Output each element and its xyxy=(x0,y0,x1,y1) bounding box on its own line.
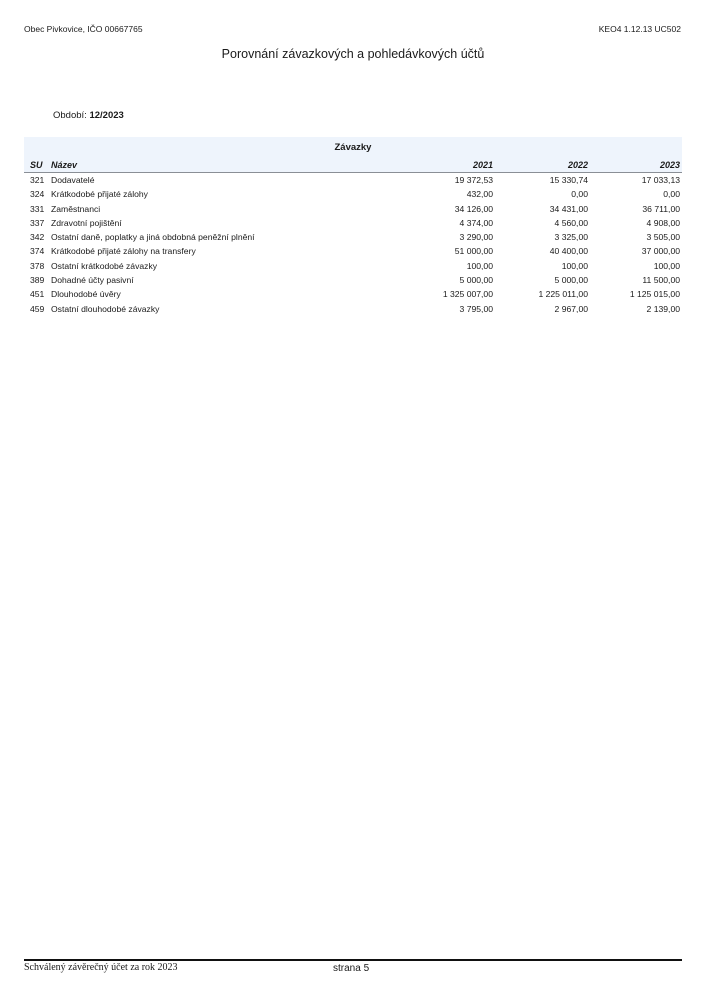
table-row xyxy=(24,230,682,244)
cell-2021: 3 290,00 xyxy=(459,232,493,243)
cell-name: Zdravotní pojištění xyxy=(51,217,122,228)
cell-su: 324 xyxy=(30,189,45,200)
table-row xyxy=(24,187,682,201)
period xyxy=(53,110,124,121)
cell-2021: 3 795,00 xyxy=(459,303,493,314)
cell-2022: 2 967,00 xyxy=(554,303,588,314)
cell-2021: 100,00 xyxy=(466,260,493,271)
cell-name: Zaměstnanci xyxy=(51,203,101,214)
table-row xyxy=(24,202,682,216)
table-row xyxy=(24,259,682,273)
cell-2023: 1 125 015,00 xyxy=(629,289,680,300)
cell-2021: 34 126,00 xyxy=(454,203,493,214)
cell-su: 451 xyxy=(30,289,45,300)
period-label: Období: xyxy=(53,110,87,121)
cell-2023: 17 033,13 xyxy=(641,175,680,185)
table-row xyxy=(24,216,682,230)
cell-2022: 5 000,00 xyxy=(554,275,588,286)
cell-2023: 36 711,00 xyxy=(642,203,680,214)
cell-name: Ostatní krátkodobé závazky xyxy=(51,260,158,271)
cell-2023: 2 139,00 xyxy=(646,303,680,314)
cell-name: Krátkodobé přijaté zálohy xyxy=(51,189,148,200)
column-header-2022: 2022 xyxy=(567,160,588,170)
cell-name: Ostatní dlouhodobé závazky xyxy=(51,303,160,314)
footer-divider xyxy=(24,959,682,961)
cell-2021: 19 372,53 xyxy=(454,175,493,185)
table-row xyxy=(24,287,682,301)
period-value: 12/2023 xyxy=(89,110,124,121)
column-header-2023: 2023 xyxy=(659,160,680,170)
cell-2022: 100,00 xyxy=(561,260,588,271)
cell-su: 378 xyxy=(30,260,45,271)
cell-su: 374 xyxy=(30,246,45,257)
cell-2023: 11 500,00 xyxy=(642,275,680,286)
page-number: strana 5 xyxy=(333,963,370,974)
cell-2023: 0,00 xyxy=(663,189,680,200)
cell-2022: 1 225 011,00 xyxy=(538,289,588,300)
table-row xyxy=(24,273,682,287)
cell-2023: 37 000,00 xyxy=(641,246,680,257)
table-row xyxy=(24,173,682,187)
cell-name: Dodavatelé xyxy=(51,175,95,185)
cell-2022: 4 560,00 xyxy=(554,217,588,228)
column-header-name: Název xyxy=(51,160,78,170)
cell-su: 337 xyxy=(30,217,45,228)
cell-2022: 0,00 xyxy=(571,189,588,200)
cell-2021: 4 374,00 xyxy=(459,217,493,228)
table-row xyxy=(24,302,682,316)
cell-name: Ostatní daně, poplatky a jiná obdobná peněžní plnění xyxy=(51,232,255,243)
cell-su: 459 xyxy=(30,303,45,314)
table-body xyxy=(24,173,682,316)
cell-su: 321 xyxy=(30,175,45,185)
liabilities-table xyxy=(24,137,682,316)
cell-name: Krátkodobé přijaté zálohy na transfery xyxy=(51,246,196,257)
table-row xyxy=(24,244,682,258)
column-header-su: SU xyxy=(30,160,43,170)
cell-name: Dohadné účty pasivní xyxy=(51,275,134,286)
cell-name: Dlouhodobé úvěry xyxy=(51,289,121,300)
cell-su: 389 xyxy=(30,275,45,286)
cell-2023: 100,00 xyxy=(653,260,680,271)
cell-2021: 1 325 007,00 xyxy=(442,289,493,300)
cell-2022: 34 431,00 xyxy=(549,203,588,214)
cell-2022: 15 330,74 xyxy=(549,175,588,185)
cell-2021: 5 000,00 xyxy=(459,275,493,286)
column-header-2021: 2021 xyxy=(472,160,493,170)
footer-document-name: Schválený závěrečný účet za rok 2023 xyxy=(24,962,178,973)
page-title: Porovnání závazkových a pohledávkových účtů xyxy=(221,47,485,61)
table-header xyxy=(24,137,682,173)
cell-su: 331 xyxy=(30,203,45,214)
section-title: Závazky xyxy=(334,142,372,153)
organization-header: Obec Pivkovice, IČO 00667765 xyxy=(24,24,143,34)
cell-2021: 432,00 xyxy=(466,189,493,200)
cell-2021: 51 000,00 xyxy=(454,246,493,257)
cell-2022: 3 325,00 xyxy=(554,232,588,243)
cell-su: 342 xyxy=(30,232,45,243)
cell-2022: 40 400,00 xyxy=(549,246,588,257)
version-header: KEO4 1.12.13 UC502 xyxy=(598,24,681,34)
cell-2023: 4 908,00 xyxy=(646,217,680,228)
cell-2023: 3 505,00 xyxy=(646,232,680,243)
